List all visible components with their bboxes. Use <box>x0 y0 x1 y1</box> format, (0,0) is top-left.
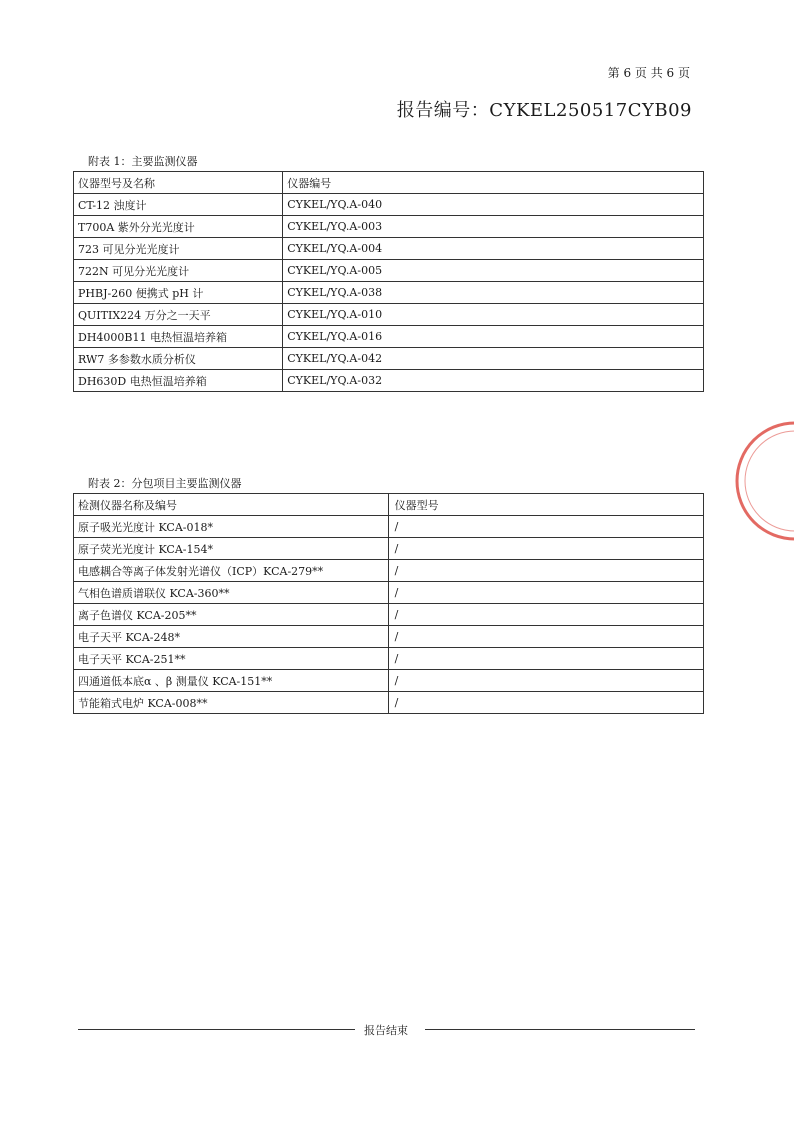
table-row <box>74 692 704 714</box>
table-cell: CYKEL/YQ.A-032 <box>283 370 704 392</box>
table-cell: CYKEL/YQ.A-016 <box>283 326 704 348</box>
table-cell: PHBJ-260 便携式 pH 计 <box>74 282 283 304</box>
table-row <box>74 604 704 626</box>
table-cell: CYKEL/YQ.A-003 <box>283 216 704 238</box>
table-cell: 原子吸光光度计 KCA-018* <box>74 516 389 538</box>
table-cell: CYKEL/YQ.A-005 <box>283 260 704 282</box>
table-row <box>74 216 704 238</box>
table-row <box>74 194 704 216</box>
table-header-row <box>74 172 704 194</box>
page-info: 第 6 页 共 6 页 <box>607 66 690 80</box>
table-cell: CYKEL/YQ.A-004 <box>283 238 704 260</box>
official-seal-stamp <box>730 416 794 546</box>
table-cell: DH4000B11 电热恒温培养箱 <box>74 326 283 348</box>
table-cell: 离子色谱仪 KCA-205** <box>74 604 389 626</box>
table-row <box>74 538 704 560</box>
table-row <box>74 238 704 260</box>
table-cell: CYKEL/YQ.A-038 <box>283 282 704 304</box>
table-row <box>74 560 704 582</box>
table-header-cell: 仪器型号 <box>388 494 703 516</box>
table-header-cell: 检测仪器名称及编号 <box>74 494 389 516</box>
table-header-row <box>74 494 704 516</box>
table-cell: 节能箱式电炉 KCA-008** <box>74 692 389 714</box>
table-row <box>74 626 704 648</box>
table-row <box>74 516 704 538</box>
table-cell: 原子荧光光度计 KCA-154* <box>74 538 389 560</box>
table-header-cell: 仪器型号及名称 <box>74 172 283 194</box>
table-cell: / <box>388 648 703 670</box>
table-cell: / <box>388 538 703 560</box>
table-cell: 电子天平 KCA-248* <box>74 626 389 648</box>
table-cell: / <box>388 670 703 692</box>
table-cell: RW7 多参数水质分析仪 <box>74 348 283 370</box>
table-cell: 722N 可见分光光度计 <box>74 260 283 282</box>
table-row <box>74 670 704 692</box>
table1-instruments <box>73 171 704 392</box>
table-cell: CT-12 浊度计 <box>74 194 283 216</box>
table-header-cell: 仪器编号 <box>283 172 704 194</box>
table2-subcontract-instruments <box>73 493 704 714</box>
end-divider-right <box>425 1029 695 1030</box>
table-row <box>74 282 704 304</box>
table1-caption: 附表 1：主要监测仪器 <box>88 155 198 168</box>
table2-caption: 附表 2：分包项目主要监测仪器 <box>88 477 242 490</box>
table-row <box>74 260 704 282</box>
report-number: 报告编号：CYKEL250517CYB09 <box>396 100 692 121</box>
report-end-text: 报告结束 <box>364 1024 408 1037</box>
table-cell: / <box>388 692 703 714</box>
table-cell: QUITIX224 万分之一天平 <box>74 304 283 326</box>
table-cell: / <box>388 516 703 538</box>
table-row <box>74 304 704 326</box>
table-cell: CYKEL/YQ.A-040 <box>283 194 704 216</box>
table-cell: / <box>388 560 703 582</box>
table-row <box>74 648 704 670</box>
table-row <box>74 582 704 604</box>
table-cell: 电感耦合等离子体发射光谱仪（ICP）KCA-279** <box>74 560 389 582</box>
table-row <box>74 326 704 348</box>
table-cell: / <box>388 582 703 604</box>
table-cell: 四通道低本底α 、β 测量仪 KCA-151** <box>74 670 389 692</box>
table-cell: DH630D 电热恒温培养箱 <box>74 370 283 392</box>
table-cell: 723 可见分光光度计 <box>74 238 283 260</box>
table-cell: / <box>388 604 703 626</box>
table-cell: 电子天平 KCA-251** <box>74 648 389 670</box>
table-cell: 气相色谱质谱联仪 KCA-360** <box>74 582 389 604</box>
table-row <box>74 370 704 392</box>
table-cell: / <box>388 626 703 648</box>
end-divider-left <box>78 1029 355 1030</box>
table-cell: CYKEL/YQ.A-010 <box>283 304 704 326</box>
table-cell: T700A 紫外分光光度计 <box>74 216 283 238</box>
table-cell: CYKEL/YQ.A-042 <box>283 348 704 370</box>
table-row <box>74 348 704 370</box>
